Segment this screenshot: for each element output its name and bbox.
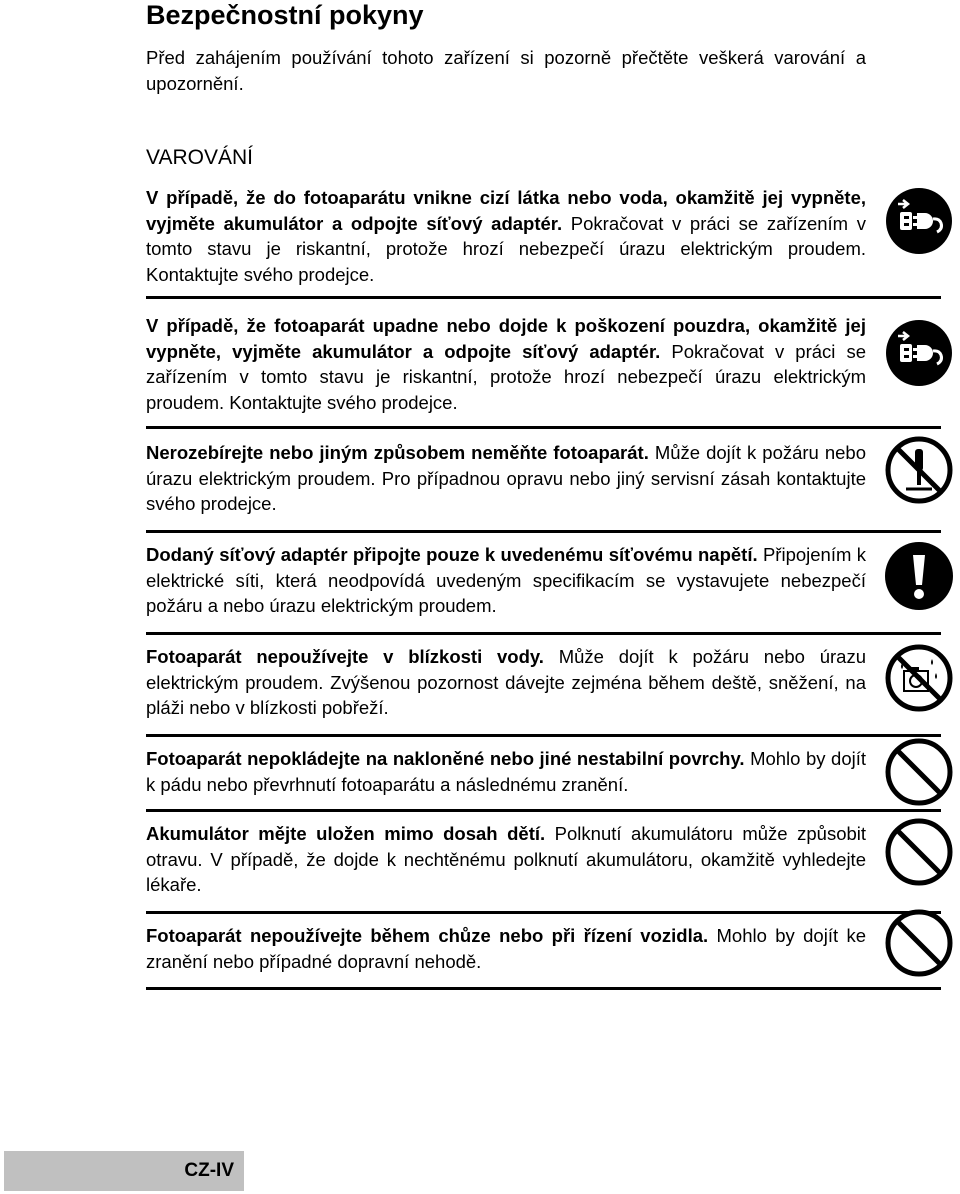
section-divider xyxy=(146,987,941,990)
section-divider xyxy=(146,911,941,914)
mandatory-exclamation-icon xyxy=(884,541,954,611)
safety-item-text: Může dojít k požáru nebo úrazu elektrickým proudem. Zvýšenou pozornost dávejte zejména během deště, sněžení, na pláži nebo v blízkosti pobřeží. xyxy=(146,646,866,719)
safety-item-bold: Dodaný síťový adaptér připojte pouze k uvedenému síťovému napětí. xyxy=(146,544,758,565)
safety-item-text: Může dojít k požáru nebo úrazu elektrickým proudem. Pro případnou opravu nebo jiný servisní zásah kontaktujte svého prodejce. xyxy=(146,442,866,515)
safety-item xyxy=(146,313,866,415)
safety-item xyxy=(146,821,866,898)
section-divider xyxy=(146,809,941,812)
safety-item-text: Pokračovat v práci se zařízením v tomto stavu je riskantní, protože hrozí nebezpečí úrazu elektrickým proudem. Kontaktujte svého prodejce. xyxy=(146,340,867,413)
page-footer xyxy=(4,1151,244,1191)
safety-item-bold: V případě, že do fotoaparátu vnikne cizí látka nebo voda, okamžitě jej vypněte, vyjměte akumulátor a odpojte síťový adaptér. xyxy=(146,187,866,234)
section-divider xyxy=(146,426,941,429)
safety-item-bold: Fotoaparát nepoužívejte v blízkosti vody. xyxy=(146,646,544,667)
safety-item xyxy=(146,440,866,517)
unplug-icon xyxy=(884,186,954,256)
safety-item-bold: Nerozebírejte nebo jiným způsobem neměňte fotoaparát. xyxy=(146,442,649,463)
page-number: CZ-IV xyxy=(184,1160,234,1181)
safety-item xyxy=(146,185,866,287)
safety-item xyxy=(146,746,866,797)
safety-item xyxy=(146,923,866,974)
section-divider xyxy=(146,296,941,299)
safety-item-text: Polknutí akumulátoru může způsobit otravu. V případě, že dojde k nechtěnému polknutí akumulátoru, okamžitě vyhledejte lékaře. xyxy=(146,823,867,896)
prohibition-icon xyxy=(884,737,954,807)
section-divider xyxy=(146,632,941,635)
safety-item xyxy=(146,644,866,721)
safety-item-text: Pokračovat v práci se zařízením v tomto stavu je riskantní, protože hrozí nebezpečí úrazu elektrickým proudem. Kontaktujte svého prodejce. xyxy=(146,212,866,285)
safety-item-text: Mohlo by dojít k pádu nebo převrhnutí fotoaparátu a následnému zranění. xyxy=(146,748,866,795)
page-title: Bezpečnostní pokyny xyxy=(146,0,424,30)
prohibition-icon xyxy=(884,908,954,978)
safety-item-bold: Fotoaparát nepoužívejte během chůze nebo při řízení vozidla. xyxy=(146,925,709,946)
safety-item-text: Mohlo by dojít ke zranění nebo případné dopravní nehodě. xyxy=(146,925,867,972)
unplug-icon xyxy=(884,318,954,388)
safety-item-bold: V případě, že fotoaparát upadne nebo dojde k poškození pouzdra, okamžitě jej vypněte, vyjměte akumulátor a odpojte síťový adaptér. xyxy=(146,315,866,362)
safety-item xyxy=(146,542,866,619)
no-disassembly-icon xyxy=(884,435,954,505)
section-divider xyxy=(146,530,941,533)
safety-item-bold: Fotoaparát nepokládejte na nakloněné nebo jiné nestabilní povrchy. xyxy=(146,748,745,769)
warning-heading: VAROVÁNÍ xyxy=(146,146,253,169)
section-divider xyxy=(146,734,941,737)
no-water-icon xyxy=(884,643,954,713)
intro-text: Před zahájením používání tohoto zařízení si pozorně přečtěte veškerá varování a upozornění. xyxy=(146,47,866,94)
safety-item-text: Připojením k elektrické síti, která neodpovídá uvedeným specifikacím se vystavujete nebezpečí požáru a nebo úrazu elektrickým proudem. xyxy=(146,544,867,617)
prohibition-icon xyxy=(884,817,954,887)
safety-item-bold: Akumulátor mějte uložen mimo dosah dětí. xyxy=(146,823,546,844)
